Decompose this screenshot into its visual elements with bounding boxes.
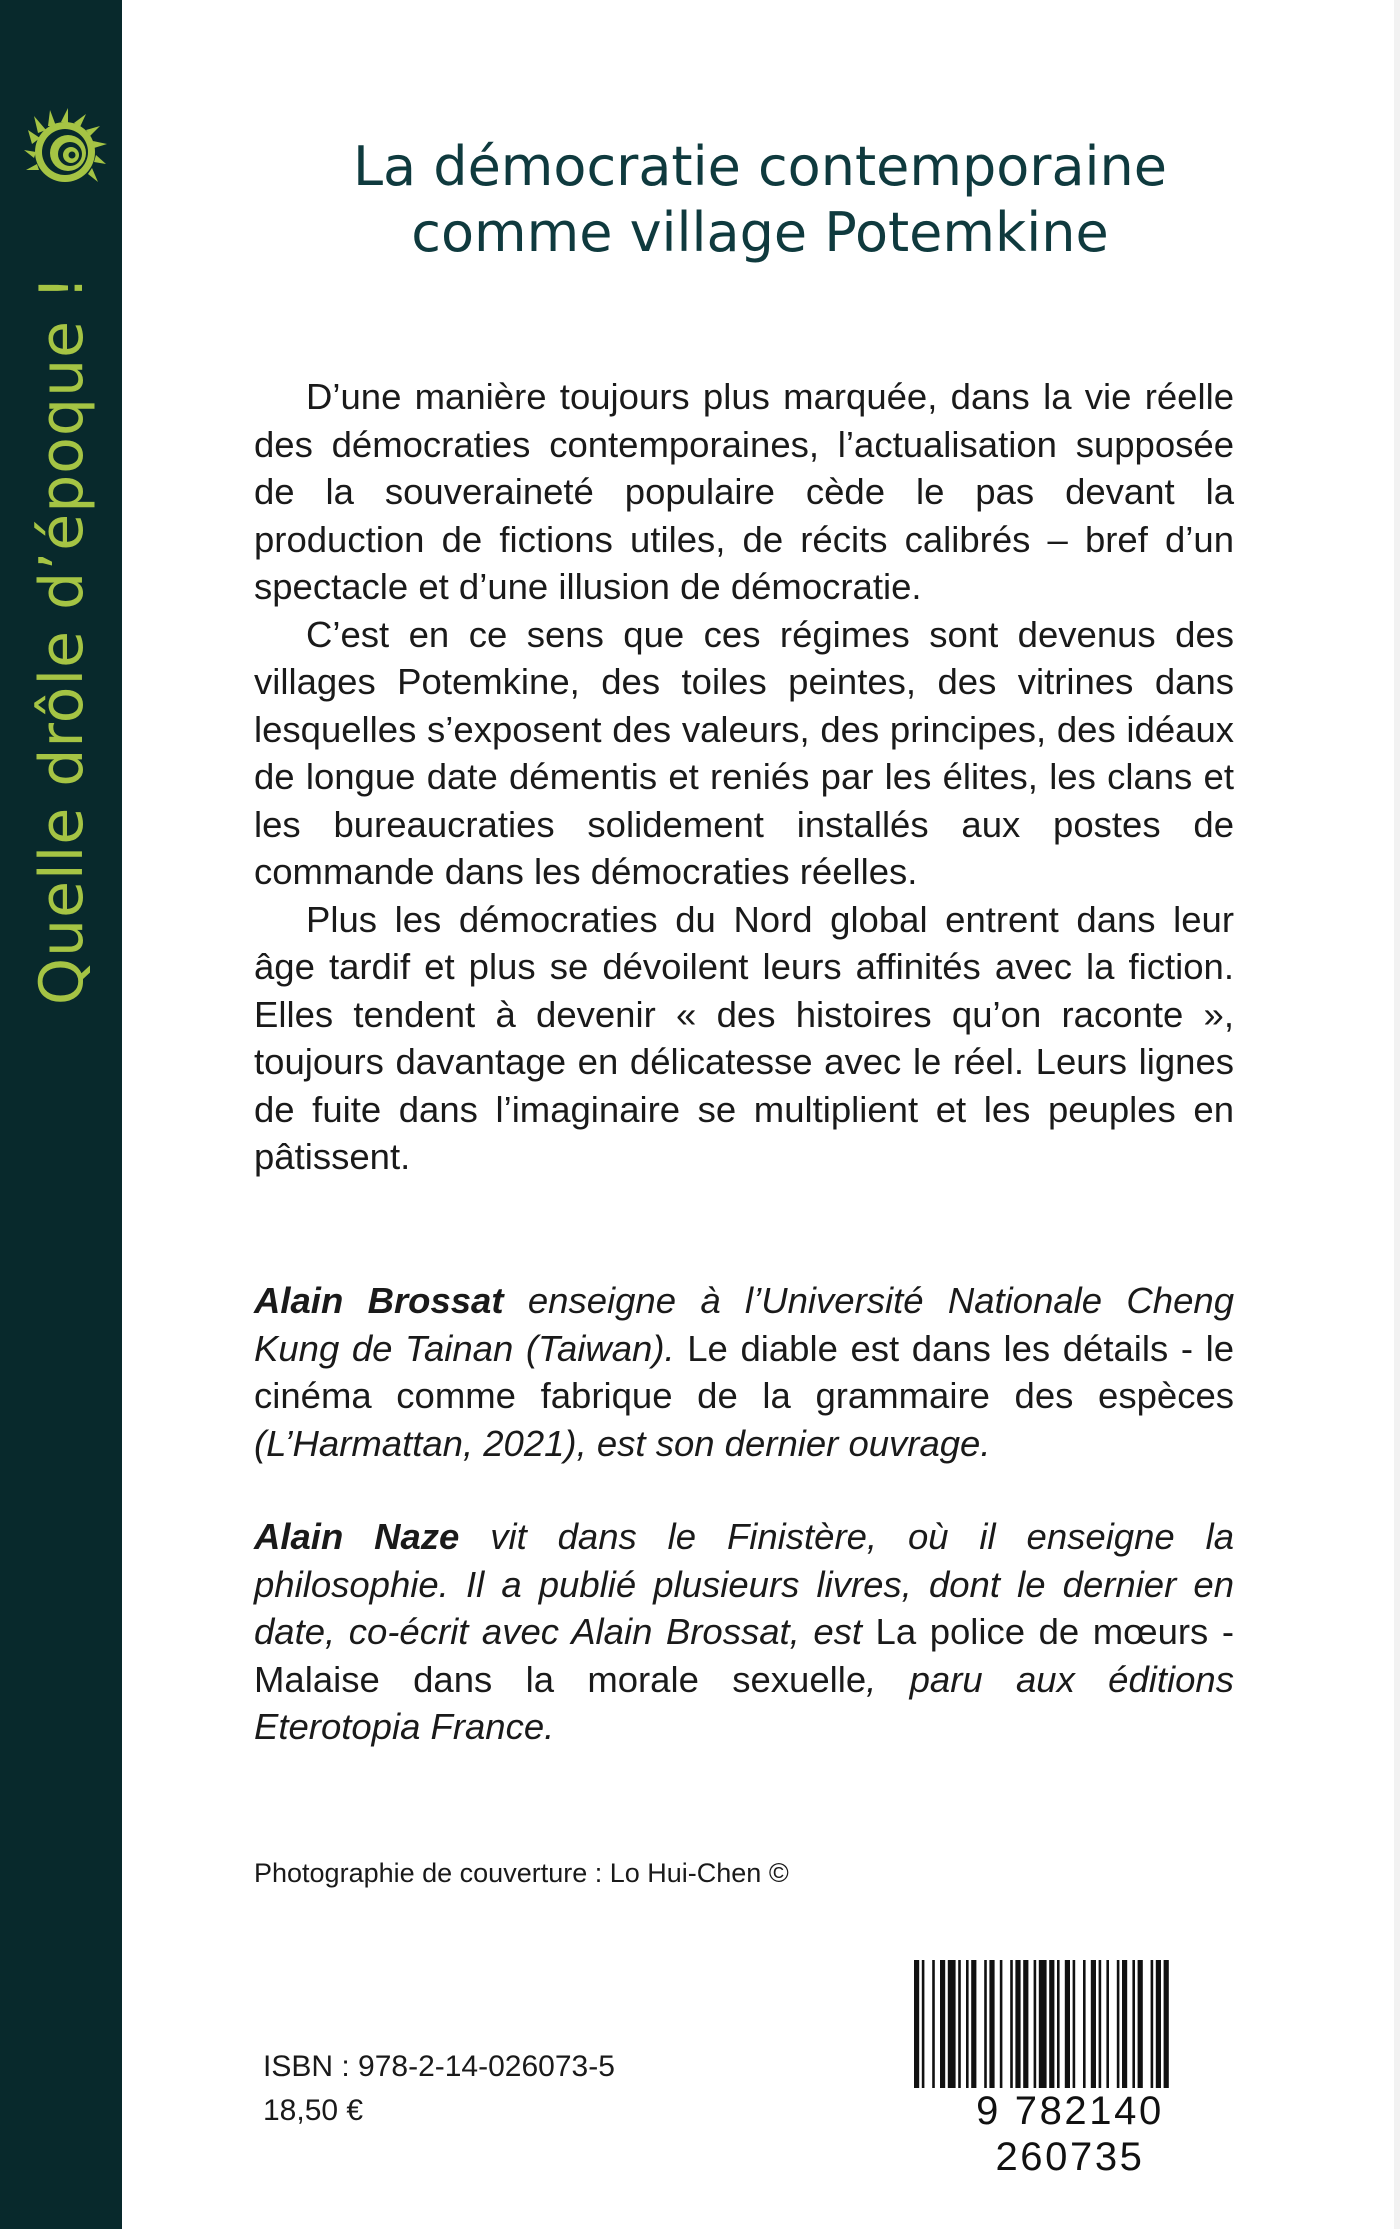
barcode-bar	[1083, 1960, 1086, 2092]
barcode-bar	[1073, 1960, 1076, 2092]
barcode-bar	[1132, 1960, 1135, 2092]
bio-text: enseigne à l’Université Nationale Cheng Kung de Tainan (Taiwan).	[254, 1280, 1234, 1369]
barcode-bar	[1057, 1960, 1060, 2092]
barcode-bar	[1010, 1960, 1013, 2092]
author-name: Alain Naze	[254, 1516, 460, 1557]
barcode-bar	[984, 1960, 987, 2092]
barcode-bar	[1065, 1960, 1070, 2092]
barcode-bar	[1034, 1960, 1037, 2092]
title-line-2: comme village Potemkine	[411, 201, 1109, 264]
barcode-bar	[989, 1960, 994, 2092]
series-title: Quelle drôle d’époque !	[27, 274, 97, 1006]
author-bio-1	[254, 1277, 1234, 1467]
barcode-bar	[940, 1960, 945, 2092]
barcode-bar	[1106, 1960, 1109, 2092]
barcode-bar	[1099, 1960, 1102, 2092]
barcode-bar	[1151, 1960, 1154, 2092]
barcode-bar	[948, 1960, 956, 2092]
barcode-bar	[1122, 1960, 1127, 2092]
blurb-paragraph-2: C’est en ce sens que ces régimes sont devenus des villages Potemkine, des toiles peintes, des vitrines dans lesquelles s’exposent des valeurs, des principes, des idéaux de longue date démentis et reniés par les élites, les clans et les bureaucraties solidement installés aux postes de commande dans les démocraties réelles.	[254, 613, 1234, 892]
spine-band	[0, 0, 122, 2229]
blurb	[254, 373, 1234, 1181]
book-reference: Le diable est dans les détails - le cinéma comme fabrique de la grammaire des espèces	[254, 1327, 1235, 1416]
bio-text: (L’Harmattan, 2021), est son dernier ouvrage.	[254, 1422, 991, 1464]
bio-text: , paru aux éditions Eterotopia France.	[254, 1658, 1234, 1747]
blurb-paragraph-3: Plus les démocraties du Nord global entrent dans leur âge tardif et plus se dévoilent leurs affinités avec la fiction. Elles tendent à devenir « des histoires qu’on raconte », toujours davantage en délicatesse avec le réel. Leurs lignes de fuite dans l’imaginaire se multiplient et les peuples en pâtissent.	[254, 898, 1234, 1177]
barcode-bar	[958, 1960, 961, 2092]
barcode-bar	[1117, 1960, 1120, 2092]
author-bio-2	[254, 1513, 1234, 1751]
barcode-bar	[966, 1960, 969, 2092]
barcode-bar	[971, 1960, 976, 2092]
barcode-bar	[1023, 1960, 1028, 2092]
blurb-paragraph-1: D’une manière toujours plus marquée, dans la vie réelle des démocraties contemporaines, l’actualisation supposée de la souveraineté populaire cède le pas devant la production de fictions utiles, de récits calibrés – bref d’un spectacle et d’une illusion de démocratie.	[254, 376, 1234, 607]
title-line-1: La démocratie contemporaine	[352, 135, 1168, 198]
author-name: Alain Brossat	[254, 1280, 504, 1321]
photo-credit: Photographie de couverture : Lo Hui-Chen ©	[254, 1858, 789, 1888]
barcode	[900, 1960, 1240, 2179]
barcode-digits: 9 782140 260735	[900, 2088, 1240, 2180]
barcode-bar	[1015, 1960, 1020, 2092]
book-reference: La police de mœurs - Malaise dans la morale sexuelle	[254, 1611, 1234, 1700]
bio-text: vit dans le Finistère, où il enseigne la philosophie. Il a publié plusieurs livres, dont le dernier en date, co-écrit avec Alain Brossat, est	[254, 1516, 1234, 1652]
spiral-shell-icon	[10, 100, 120, 210]
barcode-bar	[1138, 1960, 1143, 2092]
page-edge	[1394, 0, 1400, 2229]
barcode-bar	[932, 1960, 935, 2092]
barcode-bar	[1091, 1960, 1096, 2092]
isbn-label: ISBN : 978-2-14-026073-5	[263, 2050, 615, 2083]
book-title	[300, 134, 1220, 266]
barcode-bar	[1000, 1960, 1003, 2092]
price-label: 18,50 €	[263, 2094, 364, 2127]
